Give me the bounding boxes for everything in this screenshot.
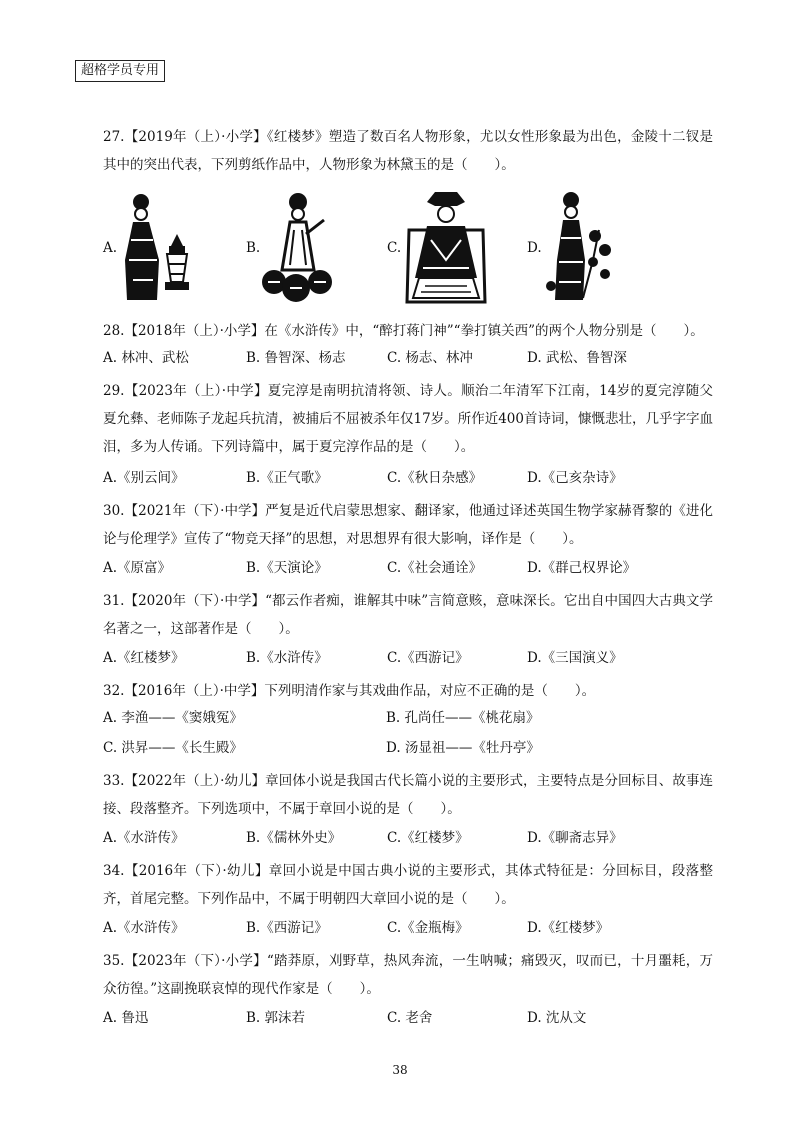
option-d[interactable]: D. 沈从文 — [527, 1010, 587, 1026]
question-34 — [103, 857, 713, 913]
question-33-stem: 33.【2022年（上）·幼儿】章回体小说是我国古代长篇小说的主要形式，主要特点是分回标目、故事连接、段落整齐。下列选项中，不属于章回小说的是（ ）。 — [103, 773, 713, 817]
option-a[interactable]: A.《别云间》 — [103, 470, 185, 486]
option-b[interactable]: B.《西游记》 — [246, 920, 328, 936]
question-28-options — [103, 346, 713, 370]
option-b[interactable]: B.《正气歌》 — [246, 470, 328, 486]
page-number: 38 — [392, 1063, 408, 1077]
question-33 — [103, 767, 713, 823]
option-a[interactable]: A.《原富》 — [103, 560, 172, 576]
question-28 — [103, 317, 713, 345]
question-30-options — [103, 556, 713, 580]
option-c[interactable]: C. 洪昇——《长生殿》 — [103, 740, 243, 756]
option-a[interactable]: A. 鲁迅 — [103, 1010, 149, 1026]
option-d[interactable]: D.《己亥杂诗》 — [527, 470, 623, 486]
option-letter: D. — [527, 240, 542, 256]
question-31-stem: 31.【2020年（下）·中学】“都云作者痴，谁解其中味”言简意赅，意味深长。它出自中国四大古典文学名著之一，这部著作是（ ）。 — [103, 593, 713, 637]
option-c[interactable]: C. 老舍 — [387, 1010, 433, 1026]
header-tag: 超格学员专用 — [75, 60, 165, 82]
option-c[interactable]: C.《西游记》 — [387, 650, 469, 666]
option-letter: C. — [387, 240, 402, 256]
question-35-options — [103, 1006, 713, 1030]
option-a[interactable]: A.《红楼梦》 — [103, 650, 185, 666]
question-32 — [103, 677, 713, 705]
option-letter: A. — [103, 240, 118, 256]
option-c[interactable]: C.《秋日杂感》 — [387, 470, 483, 486]
option-a[interactable]: A.《水浒传》 — [103, 920, 185, 936]
question-29-stem: 29.【2023年（上）·中学】夏完淳是南明抗清将领、诗人。顺治二年清军下江南，14岁的夏完淳随父夏允彝、老师陈子龙起兵抗清，被捕后不屈被杀年仅17岁。所作近400首诗词，慷慨悲壮，几乎字字血泪，多为人传诵。下列诗篇中，属于夏完淳作品的是（ ）。 — [103, 383, 713, 455]
question-31 — [103, 587, 713, 643]
question-28-stem: 28.【2018年（上）·小学】在《水浒传》中，“醉打蒋门神”“拳打镇关西”的两个人物分别是（ ）。 — [103, 323, 704, 339]
option-d[interactable]: D. 汤显祖——《牡丹亭》 — [386, 740, 540, 756]
question-33-options — [103, 826, 713, 850]
option-d[interactable]: D.《聊斋志异》 — [527, 830, 623, 846]
option-c[interactable]: C.《红楼梦》 — [387, 830, 469, 846]
papercut-lady-with-vase-icon — [119, 190, 191, 305]
question-35-stem: 35.【2023年（下）·小学】“踏莽原，刈野草，热风奔流，一生呐喊；痛毁灭，叹而已，十月噩耗，万众彷徨。”这副挽联哀悼的现代作家是（ ）。 — [103, 953, 713, 997]
option-b[interactable]: B.《天演论》 — [246, 560, 328, 576]
papercut-lady-in-flowers-icon — [260, 190, 334, 305]
question-31-options — [103, 646, 713, 670]
question-30 — [103, 497, 713, 553]
question-27-stem: 27.【2019年（上）·小学】《红楼梦》塑造了数百名人物形象，尤以女性形象最为出色，金陵十二钗是其中的突出代表，下列剪纸作品中，人物形象为林黛玉的是（ ）。 — [103, 129, 713, 173]
question-30-stem: 30.【2021年（下）·中学】严复是近代启蒙思想家、翻译家，他通过译述英国生物学家赫胥黎的《进化论与伦理学》宣传了“物竞天择”的思想，对思想界有很大影响，译作是（ ）。 — [103, 503, 713, 547]
papercut-seated-lady-icon — [401, 190, 491, 305]
question-29 — [103, 377, 713, 461]
option-letter: B. — [246, 240, 261, 256]
question-27 — [103, 123, 713, 179]
question-29-options — [103, 466, 713, 490]
question-34-options — [103, 916, 713, 940]
question-32-stem: 32.【2016年（上）·中学】下列明清作家与其戏曲作品，对应不正确的是（ ）。 — [103, 683, 596, 699]
option-a[interactable]: A.《水浒传》 — [103, 830, 185, 846]
option-c[interactable]: C.《金瓶梅》 — [387, 920, 469, 936]
option-b[interactable]: B. 郭沫若 — [246, 1010, 306, 1026]
question-32-options-row2 — [103, 736, 713, 760]
question-32-options-row1 — [103, 706, 713, 730]
option-a[interactable]: A. 李渔——《窦娥冤》 — [103, 710, 243, 726]
option-b[interactable]: B.《儒林外史》 — [246, 830, 342, 846]
option-d[interactable]: D.《群己权界论》 — [527, 560, 637, 576]
question-34-stem: 34.【2016年（下）·幼儿】章回小说是中国古典小说的主要形式，其体式特征是：分回标目，段落整齐，首尾完整。下列作品中，不属于明朝四大章回小说的是（ ）。 — [103, 863, 713, 907]
option-c[interactable]: C. 杨志、林冲 — [387, 350, 473, 366]
option-b[interactable]: B.《水浒传》 — [246, 650, 328, 666]
option-b[interactable]: B. 孔尚任——《桃花扇》 — [386, 710, 540, 726]
papercut-lady-with-flowers-icon — [543, 190, 613, 305]
question-27-image-options — [103, 190, 613, 305]
option-b[interactable]: B. 鲁智深、杨志 — [246, 350, 346, 366]
option-c[interactable]: C.《社会通诠》 — [387, 560, 483, 576]
option-d[interactable]: D.《红楼梦》 — [527, 920, 610, 936]
option-a[interactable]: A. 林冲、武松 — [103, 350, 189, 366]
option-d[interactable]: D.《三国演义》 — [527, 650, 623, 666]
option-d[interactable]: D. 武松、鲁智深 — [527, 350, 627, 366]
question-35 — [103, 947, 713, 1003]
